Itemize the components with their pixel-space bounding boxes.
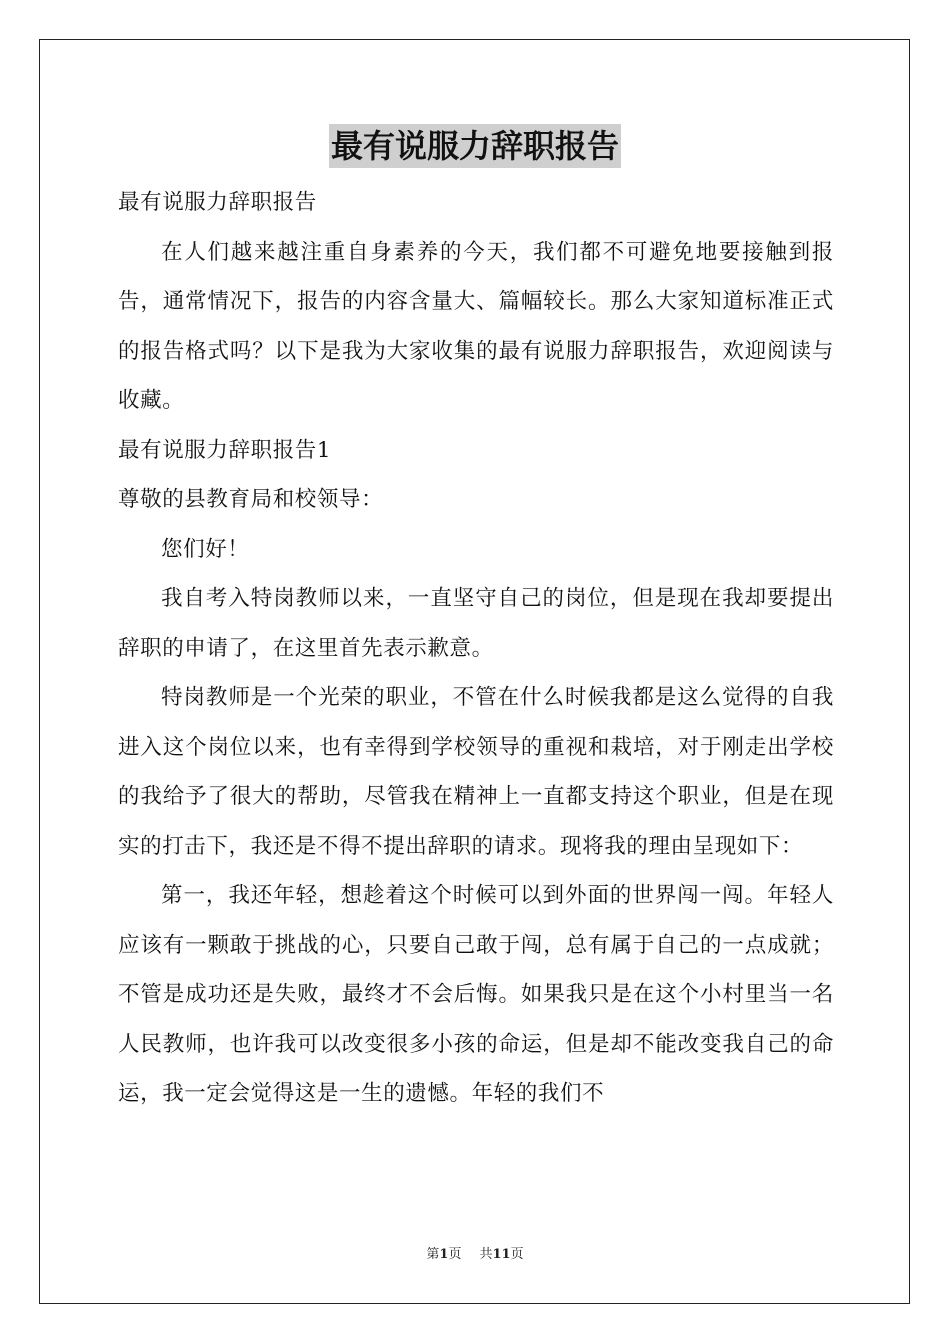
paragraph-body-2: 特岗教师是一个光荣的职业，不管在什么时候我都是这么觉得的自我进入这个岗位以来，也有幸得到学校领导的重视和栽培，对于刚走出学校的我给予了很大的帮助，尽管我在精神上一直都支持这个职业，但是在现实的打击下，我还是不得不提出辞职的请求。现将我的理由呈现如下： xyxy=(118,685,834,859)
footer-page-number: 1 xyxy=(439,1247,449,1262)
footer-total-suffix: 页 xyxy=(510,1247,524,1262)
document-title: 最有说服力辞职报告 xyxy=(329,124,621,168)
paragraph-subtitle: 最有说服力辞职报告 xyxy=(118,190,317,215)
paragraph-section-heading: 最有说服力辞职报告1 xyxy=(118,437,332,463)
paragraph-greeting: 您们好！ xyxy=(161,536,250,562)
footer-total-prefix: 共 xyxy=(479,1247,493,1262)
paragraph-intro: 在人们越来越注重自身素养的今天，我们都不可避免地要接触到报告，通常情况下，报告的内容含量大、篇幅较长。那么大家知道标准正式的报告格式吗？以下是我为大家收集的最有说服力辞职报告，欢迎阅读与收藏。 xyxy=(118,239,834,413)
paragraph-salutation: 尊敬的县教育局和校领导： xyxy=(118,487,384,512)
page-footer xyxy=(0,1246,950,1264)
paragraph-body-1: 我自考入特岗教师以来，一直坚守自己的岗位，但是现在我却要提出辞职的申请了，在这里首先表示歉意。 xyxy=(118,586,834,661)
document-body xyxy=(118,178,834,1119)
footer-page-suffix: 页 xyxy=(448,1247,462,1262)
paragraph-body-3: 第一，我还年轻，想趁着这个时候可以到外面的世界闯一闯。年轻人应该有一颗敢于挑战的心，只要自己敢于闯，总有属于自己的一点成就；不管是成功还是失败，最终才不会后悔。如果我只是在这个小村里当一名人民教师，也许我可以改变很多小孩的命运，但是却不能改变我自己的命运，我一定会觉得这是一生的遗憾。年轻的我们不 xyxy=(118,883,834,1106)
footer-page-prefix: 第 xyxy=(426,1247,440,1262)
title-container xyxy=(0,124,950,168)
footer-total-pages: 11 xyxy=(492,1247,511,1262)
